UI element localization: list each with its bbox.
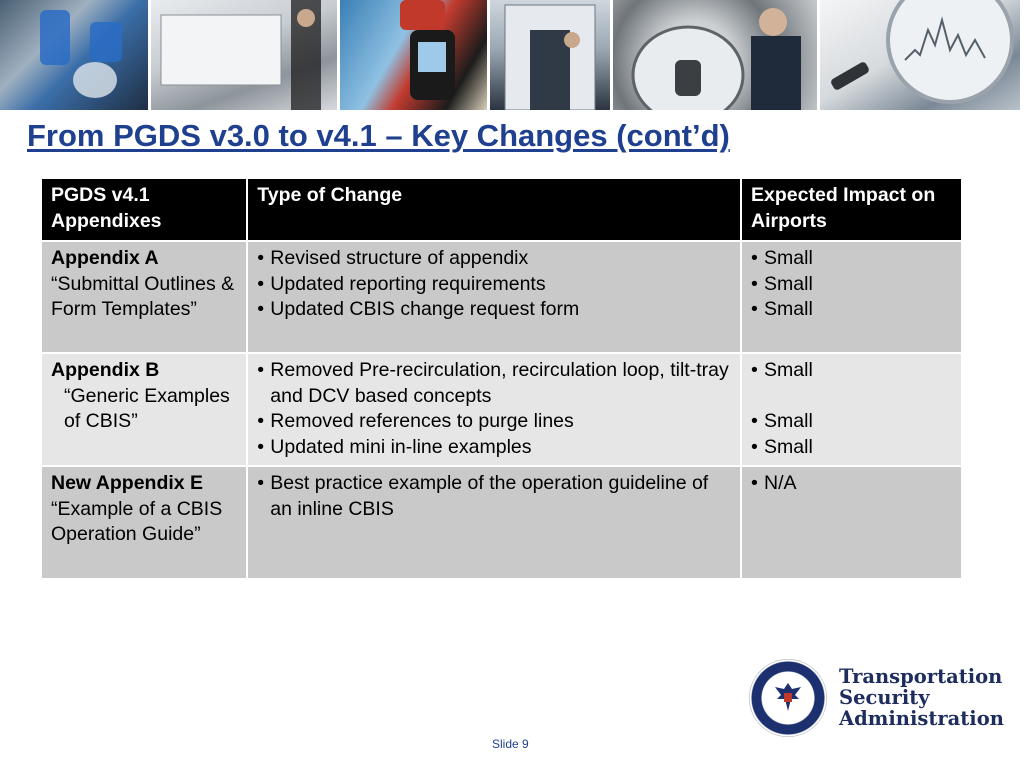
change-cell (247, 353, 741, 466)
appendix-name: Appendix B (51, 359, 160, 381)
baggage-screening-photo (0, 0, 148, 110)
appendix-cell (41, 241, 247, 353)
dhs-seal-icon (749, 659, 827, 737)
logo-line-security: Security (839, 686, 930, 709)
list-item: • Small (751, 358, 952, 384)
banner-photo-strip (0, 0, 1024, 110)
list-item: • N/A (751, 471, 952, 497)
tsa-wordmark (839, 666, 1004, 729)
table-header-row (41, 178, 962, 241)
list-item: • Best practice example of the operation guideline of an inline CBIS (257, 471, 731, 522)
logo-line-administration: Administration (839, 707, 1004, 730)
logo-line-transportation: Transportation (839, 665, 1003, 688)
list-item: • Small (751, 272, 952, 298)
list-item: • Updated reporting requirements (257, 272, 731, 298)
handheld-device-photo (337, 0, 487, 110)
slide-number: Slide 9 (492, 737, 529, 751)
appendix-description: “Submittal Outlines & Form Templates” (51, 272, 235, 320)
appendix-name: Appendix A (51, 247, 159, 269)
screening-machine-photo (610, 0, 817, 110)
slide-title: From PGDS v3.0 to v4.1 – Key Changes (cont’d) (27, 118, 730, 153)
appendix-cell (41, 353, 247, 466)
impact-cell (741, 353, 962, 466)
table-row (41, 241, 962, 353)
eagle-icon (773, 681, 803, 713)
list-item: • Small (751, 409, 952, 435)
list-item: • Removed Pre-recirculation, recirculation loop, tilt-tray and DCV based concepts (257, 358, 731, 409)
table-row (41, 353, 962, 466)
key-changes-table (40, 177, 963, 580)
body-scanner-photo (487, 0, 610, 110)
table-row (41, 466, 962, 579)
x-ray-belt-photo (148, 0, 337, 110)
appendix-name: New Appendix E (51, 472, 204, 494)
list-item: • Updated mini in-line examples (257, 435, 731, 461)
change-cell (247, 241, 741, 353)
list-item: • Revised structure of appendix (257, 246, 731, 272)
list-item: • Small (751, 246, 952, 272)
header-type-of-change: Type of Change (247, 178, 741, 241)
change-cell (247, 466, 741, 579)
impact-cell (741, 241, 962, 353)
list-item: • Small (751, 435, 952, 461)
tsa-logo (749, 659, 1004, 739)
list-item: • Small (751, 297, 952, 323)
appendix-description: “Example of a CBIS Operation Guide” (51, 497, 223, 545)
appendix-cell (41, 466, 247, 579)
header-expected-impact: Expected Impact on Airports (741, 178, 962, 241)
header-appendixes: PGDS v4.1 Appendixes (41, 178, 247, 241)
appendix-description: “Generic Examples of CBIS” (64, 384, 230, 432)
list-item: • Removed references to purge lines (257, 409, 731, 435)
magnifier-chart-photo (817, 0, 1020, 110)
impact-cell (741, 466, 962, 579)
list-item: • Updated CBIS change request form (257, 297, 731, 323)
